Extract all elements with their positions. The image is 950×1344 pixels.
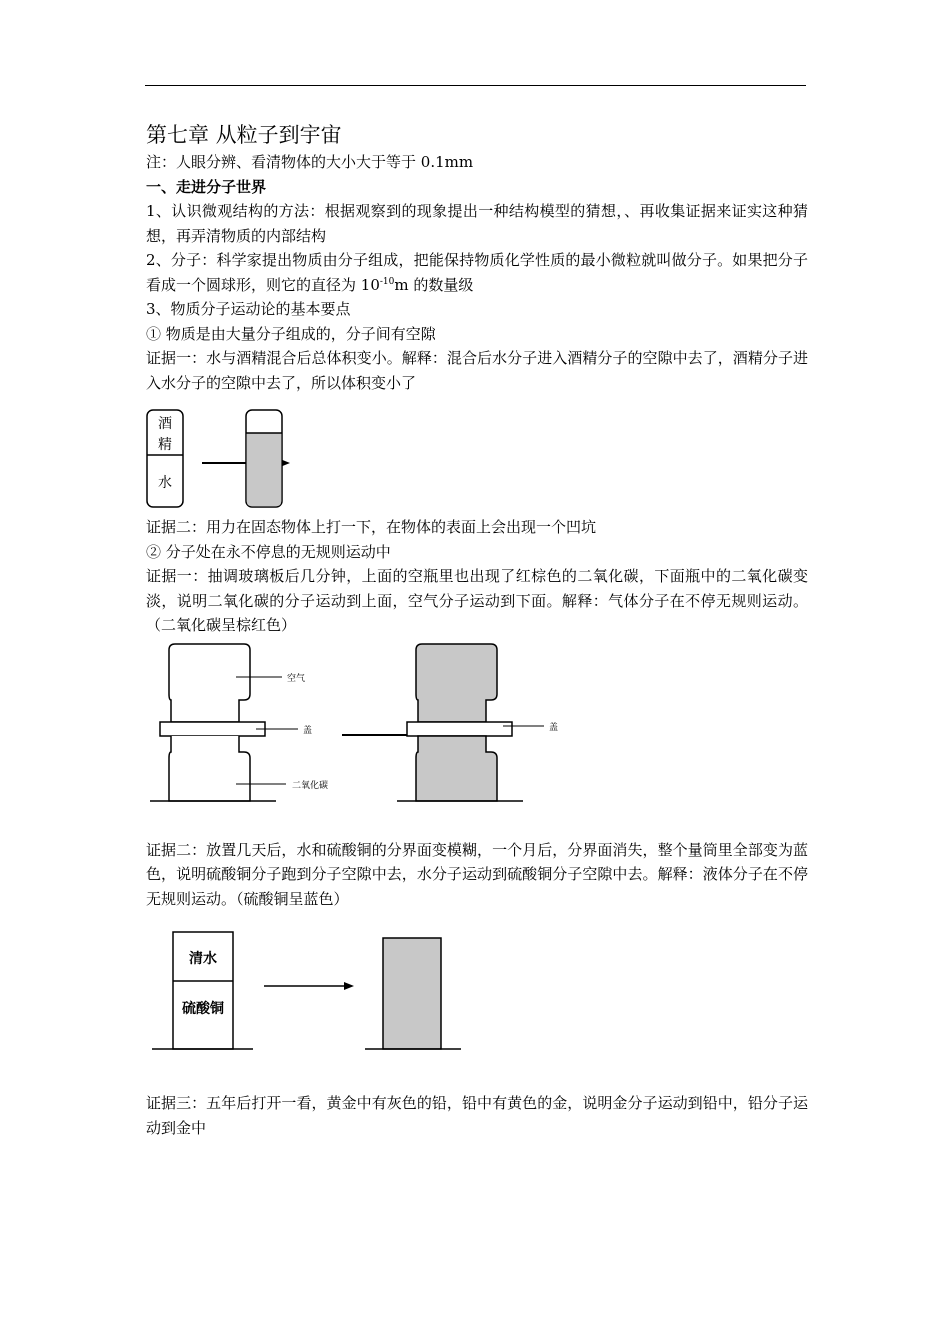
copper-arrow-head <box>344 982 354 990</box>
paragraph-4: ① 物质是由大量分子组成的，分子间有空隙 <box>146 324 436 343</box>
paragraph-9: 证据二：放置几天后，水和硫酸铜的分界面变模糊，一个月后，分界面消失，整个量筒里全部变为蓝色，说明硫酸铜分子跑到分子空隙中去，水分子运动到硫酸铜分子空隙中去。解释：液体分子在不停无规则运动。（硫酸铜呈蓝色） <box>146 840 808 908</box>
label-clear-water: 清水 <box>189 951 217 967</box>
figure-gas-diffusion <box>146 638 808 838</box>
figure-copper-sulfate <box>146 911 808 1091</box>
paragraph-6: 证据二：用力在固态物体上打一下，在物体的表面上会出现一个凹坑 <box>146 518 597 536</box>
p2-exponent: -10 <box>379 276 395 287</box>
left-beaker <box>173 932 233 1049</box>
label-alcohol-1: 酒 <box>158 416 172 432</box>
paragraph-1: 1、认识微观结构的方法：根据观察到的现象提出一种结构模型的猜想，、再收集证据来证实这种猜想，再弄清物质的内部结构 <box>146 202 808 245</box>
right-beaker <box>383 938 441 1049</box>
paragraph-8: 证据一：抽调玻璃板后几分钟，上面的空瓶里也出现了红棕色的二氧化碳，下面瓶中的二氧化碳变淡，说明二氧化碳的分子运动到上面，空气分子运动到下面。解释：气体分子在不停无规则运动。（二氧化碳呈棕红色） <box>146 567 808 634</box>
label-co2: 二氧化碳 <box>292 780 329 791</box>
paragraph-2 <box>146 248 808 297</box>
document-body <box>146 120 808 1140</box>
header-rule <box>145 85 806 86</box>
note-line: 注：人眼分辨、看清物体的大小大于等于 0.1mm <box>146 153 474 171</box>
paragraph-3: 3、物质分子运动论的基本要点 <box>146 300 351 318</box>
label-water: 水 <box>158 475 172 491</box>
section-heading: 一、走进分子世界 <box>146 177 267 196</box>
label-air: 空气 <box>287 673 306 684</box>
paragraph-7: ② 分子处在永不停息的无规则运动中 <box>146 542 391 561</box>
label-copper-sulfate: 硫酸铜 <box>182 1001 224 1017</box>
right-upper-bottle <box>416 644 497 722</box>
label-alcohol-2: 精 <box>158 437 172 453</box>
right-lid <box>407 722 512 736</box>
label-lid-right: 盖 <box>549 722 559 733</box>
left-lid <box>160 722 265 736</box>
paragraph-5: 证据一：水与酒精混合后总体积变小。解释：混合后水分子进入酒精分子的空隙中去了，酒精分子进入水分子的空隙中去了，所以体积变小了 <box>146 349 808 392</box>
mixed-liquid <box>247 433 282 506</box>
left-upper-bottle <box>169 644 250 722</box>
left-lower-bottle <box>169 736 250 801</box>
label-lid-left: 盖 <box>303 725 313 736</box>
p2-text-end: m 的数量级 <box>394 275 474 294</box>
p2-text: 2、分子：科学家提出物质由分子组成，把能保持物质化学性质的最小微粒就叫做分子。如果把分子看成一个圆球形，则它的直径为 10 <box>146 251 808 294</box>
chapter-title: 第七章 从粒子到宇宙 <box>146 123 342 147</box>
right-lower-bottle <box>416 736 497 801</box>
paragraph-10: 证据三：五年后打开一看，黄金中有灰色的铅，铅中有黄色的金，说明金分子运动到铅中，铅分子运动到金中 <box>146 1094 808 1137</box>
figure-alcohol-water <box>146 395 808 515</box>
